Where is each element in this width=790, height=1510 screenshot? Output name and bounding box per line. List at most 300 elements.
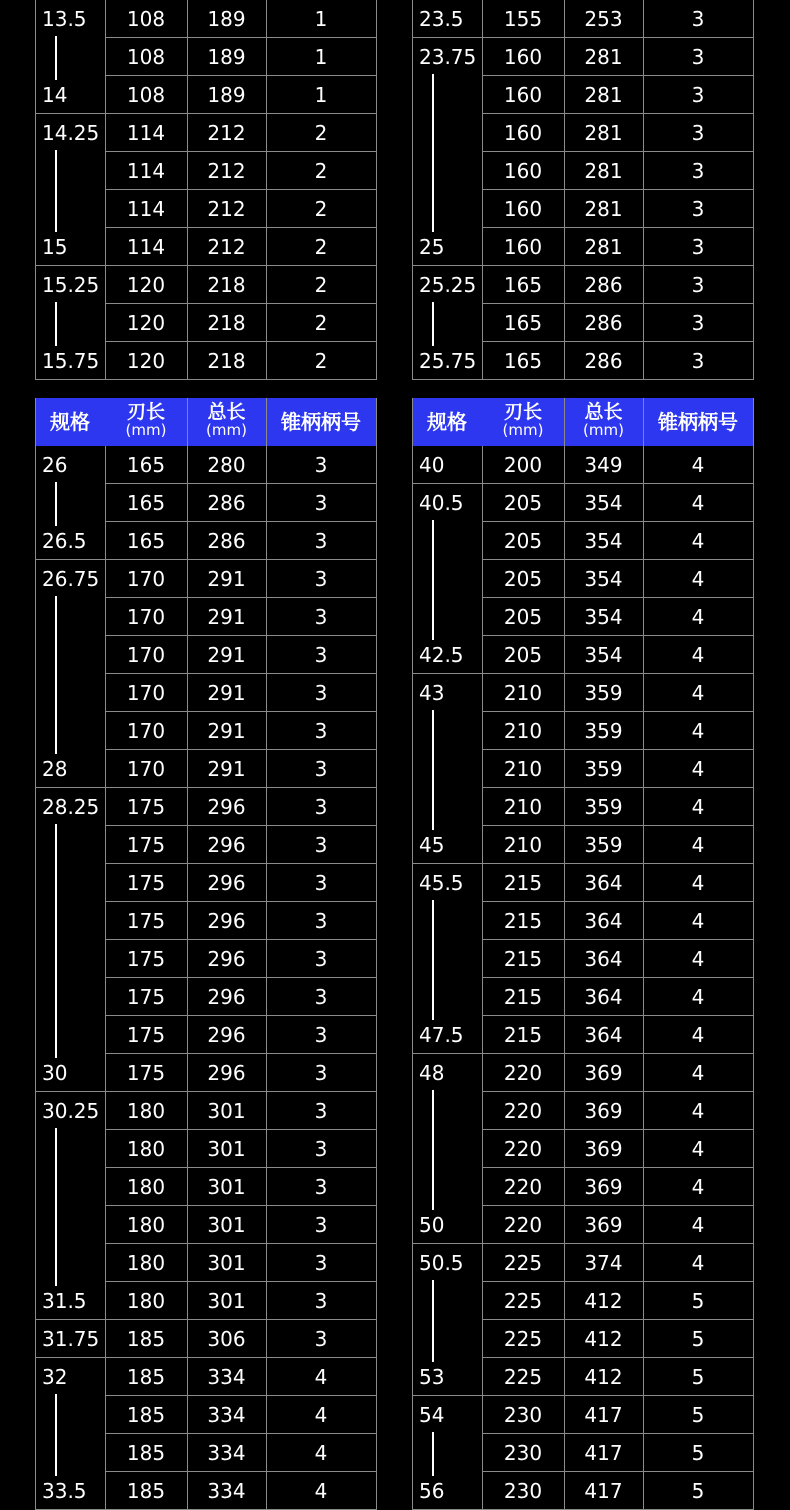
cell-total: 369 — [584, 1061, 623, 1085]
cell-total: 218 — [207, 349, 246, 373]
cell-total: 296 — [207, 909, 246, 933]
cell-blade: 210 — [503, 757, 543, 781]
header-blade-label: 刃长 — [503, 401, 542, 423]
table-row — [35, 1016, 376, 1054]
cell-total: 212 — [207, 197, 246, 221]
cell-total: 354 — [584, 643, 623, 667]
cell-taper: 3 — [314, 1213, 328, 1237]
cell-taper: 3 — [691, 159, 705, 183]
cell-blade: 170 — [126, 605, 166, 629]
table-row — [412, 1130, 753, 1168]
cell-taper: 5 — [691, 1479, 705, 1503]
table-row — [412, 522, 753, 560]
grid-vline — [753, 398, 754, 1510]
cell-taper: 3 — [314, 491, 328, 515]
cell-total: 281 — [584, 121, 623, 145]
cell-taper: 4 — [691, 985, 705, 1009]
cell-taper: 3 — [314, 719, 328, 743]
table-row — [412, 598, 753, 636]
cell-blade: 175 — [126, 833, 166, 857]
table-row — [412, 228, 753, 266]
cell-total: 212 — [207, 159, 246, 183]
cell-taper: 3 — [314, 1023, 328, 1047]
cell-taper: 3 — [691, 311, 705, 335]
table-row — [412, 1092, 753, 1130]
table-row — [35, 1244, 376, 1282]
cell-total: 301 — [207, 1137, 246, 1161]
cell-total: 364 — [584, 947, 623, 971]
cell-taper: 5 — [691, 1403, 705, 1427]
table-row — [35, 522, 376, 560]
cell-taper: 3 — [314, 833, 328, 857]
table-row — [412, 1206, 753, 1244]
cell-blade: 170 — [126, 681, 166, 705]
cell-taper: 2 — [314, 121, 328, 145]
cell-spec: 23.75 — [419, 45, 477, 69]
cell-total: 354 — [584, 605, 623, 629]
cell-blade: 220 — [503, 1175, 543, 1199]
cell-spec: 13.5 — [42, 7, 87, 31]
cell-blade: 230 — [503, 1479, 543, 1503]
cell-taper: 3 — [314, 643, 328, 667]
header-blade — [482, 398, 564, 446]
cell-blade: 205 — [503, 567, 543, 591]
cell-total: 189 — [207, 83, 246, 107]
table-row — [35, 0, 376, 38]
grid-vline — [376, 0, 377, 380]
table-row — [412, 788, 753, 826]
cell-spec: 15 — [42, 235, 68, 259]
cell-total: 417 — [584, 1441, 623, 1465]
cell-total: 364 — [584, 909, 623, 933]
cell-spec: 30 — [42, 1061, 68, 1085]
header-blade-unit: (mm) — [125, 421, 167, 439]
cell-taper: 4 — [691, 1213, 705, 1237]
table-row — [35, 1434, 376, 1472]
cell-taper: 3 — [314, 1137, 328, 1161]
cell-total: 212 — [207, 235, 246, 259]
cell-blade: 108 — [126, 83, 166, 107]
table-row — [412, 76, 753, 114]
cell-taper: 2 — [314, 311, 328, 335]
cell-spec: 28 — [42, 757, 68, 781]
cell-spec: 32 — [42, 1365, 68, 1389]
table-row — [35, 446, 376, 484]
cell-blade: 225 — [503, 1327, 543, 1351]
range-indicator-line — [432, 900, 434, 1020]
table-row — [412, 446, 753, 484]
table-row — [35, 152, 376, 190]
cell-total: 369 — [584, 1099, 623, 1123]
range-indicator-line — [55, 302, 57, 346]
cell-taper: 4 — [691, 681, 705, 705]
cell-blade: 170 — [126, 757, 166, 781]
cell-total: 334 — [207, 1365, 246, 1389]
cell-blade: 180 — [126, 1289, 166, 1313]
cell-blade: 120 — [126, 273, 166, 297]
cell-total: 354 — [584, 567, 623, 591]
cell-spec: 40.5 — [419, 491, 464, 515]
cell-taper: 4 — [691, 757, 705, 781]
header-spec: 规格 — [50, 410, 90, 434]
cell-blade: 120 — [126, 349, 166, 373]
cell-total: 301 — [207, 1289, 246, 1313]
cell-blade: 210 — [503, 719, 543, 743]
cell-taper: 4 — [691, 1023, 705, 1047]
table-row — [35, 1358, 376, 1396]
cell-total: 296 — [207, 947, 246, 971]
cell-total: 369 — [584, 1137, 623, 1161]
cell-total: 280 — [207, 453, 246, 477]
cell-blade: 170 — [126, 567, 166, 591]
cell-total: 296 — [207, 1023, 246, 1047]
cell-taper: 2 — [314, 273, 328, 297]
range-indicator-line — [55, 482, 57, 526]
cell-blade: 175 — [126, 795, 166, 819]
cell-total: 281 — [584, 159, 623, 183]
cell-blade: 215 — [503, 985, 543, 1009]
table-row — [35, 38, 376, 76]
cell-taper: 4 — [691, 719, 705, 743]
cell-total: 334 — [207, 1441, 246, 1465]
cell-taper: 3 — [314, 757, 328, 781]
table-row — [35, 76, 376, 114]
table-row — [35, 902, 376, 940]
cell-blade: 165 — [503, 311, 543, 335]
cell-taper: 3 — [314, 529, 328, 553]
table-row — [412, 38, 753, 76]
cell-total: 349 — [584, 453, 623, 477]
table-row — [412, 750, 753, 788]
header-total — [187, 398, 266, 446]
table-row — [412, 864, 753, 902]
cell-spec: 26 — [42, 453, 68, 477]
cell-taper: 1 — [314, 45, 328, 69]
range-indicator-line — [432, 1090, 434, 1210]
cell-taper: 3 — [691, 197, 705, 221]
table-row — [412, 674, 753, 712]
cell-blade: 160 — [503, 83, 543, 107]
cell-total: 354 — [584, 529, 623, 553]
cell-taper: 3 — [314, 1251, 328, 1275]
cell-taper: 3 — [691, 45, 705, 69]
cell-spec: 25.25 — [419, 273, 477, 297]
cell-blade: 210 — [503, 681, 543, 705]
table-row — [35, 750, 376, 788]
cell-total: 354 — [584, 491, 623, 515]
cell-taper: 3 — [314, 871, 328, 895]
table-row — [35, 978, 376, 1016]
cell-blade: 185 — [126, 1403, 166, 1427]
cell-spec: 30.25 — [42, 1099, 100, 1123]
cell-total: 296 — [207, 1061, 246, 1085]
cell-total: 301 — [207, 1099, 246, 1123]
header-total-label: 总长 — [584, 401, 623, 423]
cell-blade: 108 — [126, 45, 166, 69]
table-row — [412, 0, 753, 38]
table-row — [35, 636, 376, 674]
table-row — [35, 1472, 376, 1510]
header-total-unit: (mm) — [206, 421, 247, 439]
header-blade — [105, 398, 187, 446]
cell-total: 359 — [584, 719, 623, 743]
cell-blade: 180 — [126, 1137, 166, 1161]
cell-taper: 3 — [314, 1061, 328, 1085]
cell-total: 359 — [584, 757, 623, 781]
cell-total: 286 — [584, 273, 623, 297]
table-row — [412, 712, 753, 750]
cell-total: 291 — [207, 719, 246, 743]
cell-blade: 220 — [503, 1213, 543, 1237]
cell-taper: 3 — [314, 795, 328, 819]
header-total — [564, 398, 643, 446]
table-row — [35, 1282, 376, 1320]
cell-blade: 175 — [126, 871, 166, 895]
cell-taper: 4 — [691, 1099, 705, 1123]
cell-taper: 4 — [314, 1479, 328, 1503]
cell-total: 301 — [207, 1175, 246, 1199]
cell-total: 296 — [207, 871, 246, 895]
table-row — [35, 484, 376, 522]
cell-blade: 180 — [126, 1251, 166, 1275]
table-row — [35, 228, 376, 266]
table-row — [412, 1358, 753, 1396]
table-row — [35, 560, 376, 598]
cell-total: 334 — [207, 1479, 246, 1503]
cell-total: 306 — [207, 1327, 246, 1351]
cell-blade: 175 — [126, 985, 166, 1009]
range-indicator-line — [55, 1128, 57, 1286]
cell-blade: 170 — [126, 719, 166, 743]
cell-total: 412 — [584, 1365, 623, 1389]
cell-blade: 205 — [503, 491, 543, 515]
cell-total: 412 — [584, 1289, 623, 1313]
cell-taper: 3 — [314, 567, 328, 591]
range-indicator-line — [55, 150, 57, 232]
table-row — [35, 1320, 376, 1358]
cell-blade: 114 — [126, 159, 166, 183]
cell-blade: 160 — [503, 235, 543, 259]
table-row — [35, 114, 376, 152]
cell-taper: 4 — [691, 909, 705, 933]
range-indicator-line — [432, 302, 434, 346]
range-indicator-line — [432, 1432, 434, 1476]
cell-spec: 33.5 — [42, 1479, 87, 1503]
cell-taper: 5 — [691, 1289, 705, 1313]
cell-taper: 4 — [691, 453, 705, 477]
cell-total: 286 — [584, 349, 623, 373]
table-row — [412, 1168, 753, 1206]
cell-spec: 50 — [419, 1213, 445, 1237]
cell-blade: 210 — [503, 833, 543, 857]
cell-total: 291 — [207, 567, 246, 591]
cell-taper: 4 — [691, 1137, 705, 1161]
cell-total: 281 — [584, 235, 623, 259]
cell-taper: 3 — [314, 1175, 328, 1199]
table-header-row — [35, 398, 376, 446]
cell-spec: 40 — [419, 453, 445, 477]
cell-taper: 2 — [314, 197, 328, 221]
table-row — [35, 674, 376, 712]
cell-taper: 4 — [691, 1175, 705, 1199]
cell-spec: 45 — [419, 833, 445, 857]
range-indicator-line — [55, 596, 57, 754]
table-row — [412, 190, 753, 228]
cell-blade: 205 — [503, 605, 543, 629]
cell-total: 296 — [207, 833, 246, 857]
cell-blade: 225 — [503, 1365, 543, 1389]
table-row — [412, 826, 753, 864]
cell-taper: 3 — [314, 1099, 328, 1123]
cell-taper: 4 — [314, 1365, 328, 1389]
range-indicator-line — [432, 74, 434, 232]
cell-blade: 108 — [126, 7, 166, 31]
table-row — [35, 1130, 376, 1168]
table-row — [35, 1092, 376, 1130]
table-row — [35, 1054, 376, 1092]
cell-total: 212 — [207, 121, 246, 145]
cell-taper: 4 — [691, 871, 705, 895]
cell-blade: 220 — [503, 1061, 543, 1085]
cell-taper: 3 — [691, 349, 705, 373]
cell-blade: 160 — [503, 121, 543, 145]
header-taper: 锥柄柄号 — [658, 410, 738, 434]
cell-taper: 5 — [691, 1365, 705, 1389]
cell-spec: 15.25 — [42, 273, 100, 297]
cell-total: 281 — [584, 83, 623, 107]
cell-blade: 225 — [503, 1251, 543, 1275]
table-row — [35, 712, 376, 750]
range-indicator-line — [55, 1394, 57, 1476]
cell-taper: 5 — [691, 1441, 705, 1465]
cell-total: 296 — [207, 795, 246, 819]
cell-taper: 4 — [691, 567, 705, 591]
table-row — [35, 1168, 376, 1206]
cell-total: 286 — [584, 311, 623, 335]
cell-spec: 31.75 — [42, 1327, 100, 1351]
cell-blade: 160 — [503, 159, 543, 183]
table-row — [412, 1472, 753, 1510]
table-row — [35, 1206, 376, 1244]
cell-blade: 170 — [126, 643, 166, 667]
cell-blade: 160 — [503, 45, 543, 69]
cell-blade: 180 — [126, 1099, 166, 1123]
cell-spec: 31.5 — [42, 1289, 87, 1313]
cell-total: 369 — [584, 1213, 623, 1237]
cell-spec: 26.5 — [42, 529, 87, 553]
cell-taper: 4 — [691, 529, 705, 553]
cell-spec: 54 — [419, 1403, 445, 1427]
range-indicator-line — [55, 824, 57, 1058]
cell-spec: 45.5 — [419, 871, 464, 895]
cell-taper: 4 — [691, 947, 705, 971]
cell-blade: 215 — [503, 1023, 543, 1047]
cell-total: 417 — [584, 1403, 623, 1427]
cell-total: 301 — [207, 1213, 246, 1237]
cell-taper: 4 — [691, 491, 705, 515]
table-row — [412, 484, 753, 522]
cell-spec: 42.5 — [419, 643, 464, 667]
cell-taper: 3 — [691, 121, 705, 145]
cell-blade: 165 — [126, 529, 166, 553]
cell-blade: 205 — [503, 643, 543, 667]
cell-taper: 4 — [691, 1061, 705, 1085]
cell-total: 218 — [207, 273, 246, 297]
cell-blade: 185 — [126, 1479, 166, 1503]
cell-blade: 165 — [126, 491, 166, 515]
table-row — [35, 1396, 376, 1434]
cell-blade: 180 — [126, 1175, 166, 1199]
cell-blade: 215 — [503, 947, 543, 971]
cell-taper: 4 — [691, 833, 705, 857]
cell-total: 301 — [207, 1251, 246, 1275]
cell-blade: 165 — [503, 349, 543, 373]
cell-spec: 14 — [42, 83, 68, 107]
range-indicator-line — [432, 520, 434, 640]
cell-blade: 210 — [503, 795, 543, 819]
cell-blade: 230 — [503, 1441, 543, 1465]
table-row — [35, 342, 376, 380]
table-row — [412, 902, 753, 940]
cell-blade: 120 — [126, 311, 166, 335]
cell-blade: 165 — [126, 453, 166, 477]
table-row — [35, 826, 376, 864]
cell-blade: 175 — [126, 947, 166, 971]
cell-spec: 14.25 — [42, 121, 100, 145]
cell-blade: 205 — [503, 529, 543, 553]
header-blade-label: 刃长 — [126, 401, 165, 423]
cell-spec: 25.75 — [419, 349, 477, 373]
cell-taper: 2 — [314, 349, 328, 373]
table-row — [412, 978, 753, 1016]
cell-taper: 3 — [691, 235, 705, 259]
cell-taper: 3 — [314, 1327, 328, 1351]
table-row — [412, 1016, 753, 1054]
cell-taper: 3 — [691, 7, 705, 31]
table-row — [35, 266, 376, 304]
cell-taper: 2 — [314, 159, 328, 183]
header-total-unit: (mm) — [583, 421, 624, 439]
cell-blade: 175 — [126, 1061, 166, 1085]
cell-total: 359 — [584, 833, 623, 857]
cell-taper: 3 — [314, 453, 328, 477]
table-row — [412, 1054, 753, 1092]
cell-taper: 3 — [314, 909, 328, 933]
cell-spec: 28.25 — [42, 795, 100, 819]
grid-vline — [376, 398, 377, 1510]
table-row — [412, 342, 753, 380]
cell-total: 189 — [207, 45, 246, 69]
cell-taper: 3 — [314, 985, 328, 1009]
cell-blade: 114 — [126, 197, 166, 221]
range-indicator-line — [55, 36, 57, 80]
cell-total: 334 — [207, 1403, 246, 1427]
table-row — [35, 940, 376, 978]
cell-total: 291 — [207, 643, 246, 667]
cell-blade: 225 — [503, 1289, 543, 1313]
cell-spec: 25 — [419, 235, 445, 259]
cell-spec: 48 — [419, 1061, 445, 1085]
table-row — [412, 940, 753, 978]
cell-spec: 47.5 — [419, 1023, 464, 1047]
table-row — [35, 304, 376, 342]
cell-blade: 114 — [126, 121, 166, 145]
cell-taper: 5 — [691, 1327, 705, 1351]
cell-total: 218 — [207, 311, 246, 335]
cell-blade: 114 — [126, 235, 166, 259]
cell-taper: 2 — [314, 235, 328, 259]
cell-total: 291 — [207, 681, 246, 705]
